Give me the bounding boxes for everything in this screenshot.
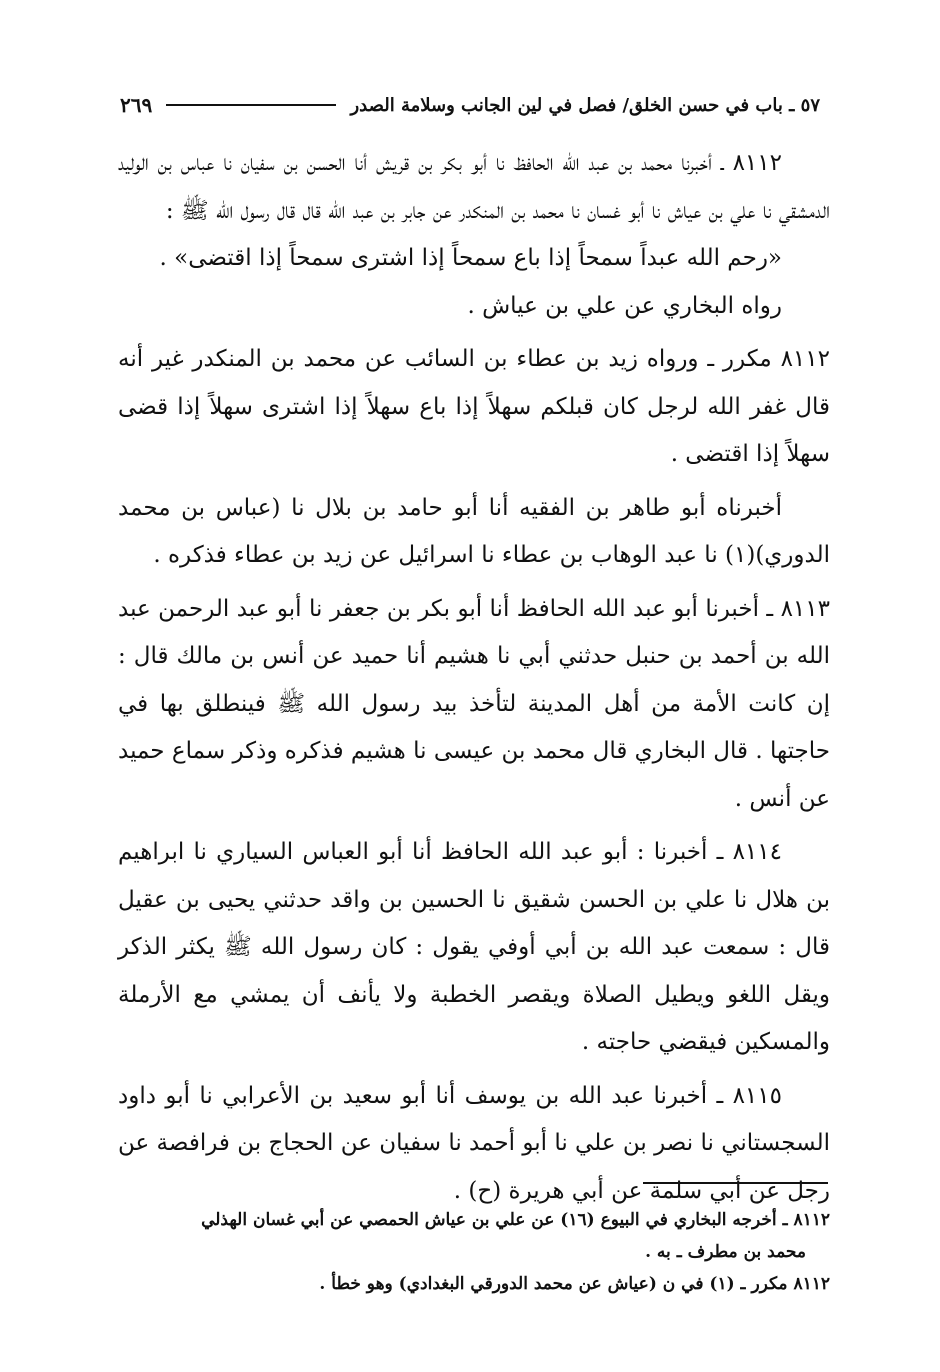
hadith-8112-repeat: ٨١١٢ مكرر ـ ورواه زيد بن عطاء بن السائب عن محمد بن المنكدر غير أنه قال غفر الله لرجل كان قبلكم سهلاً إذا باع سهلاً إذا اشترى سهلاً إذا قضى سهلاً إذا اقتضى .	[118, 346, 830, 467]
header-rule	[166, 104, 336, 106]
hadith-8115: ٨١١٥ ـ أخبرنا عبد الله بن يوسف أنا أبو سعيد بن الأعرابي نا أبو داود السجستاني نا نصر بن علي نا أبو أحمد نا سفيان عن الحجاج بن فرافصة عن رجل عن أبي سلمة عن أبي هريرة (ح) .	[118, 1082, 830, 1204]
footnote-separator	[643, 1182, 828, 1184]
footnote-8112-continuation: محمد بن مطرف ـ به .	[645, 1242, 806, 1262]
hadith-8112-narration: رواه البخاري عن علي بن عياش .	[467, 292, 782, 319]
footnote-8112: ٨١١٢ ـ أخرجه البخاري في البيوع (١٦) عن علي بن عياش الحمصي عن أبي غسان الهذلي	[201, 1210, 830, 1230]
footnotes	[118, 1204, 830, 1300]
hadith-8112: ٨١١٢ ـ أخبرنا محمد بن عبد الله الحافظ نا أبو بكر بن قريش أنا الحسن بن سفيان نا عباس بن الوليد الدمشقي نا علي بن عياش نا أبو غسان نا محمد بن المنكدر عن جابر بن عبد الله قال قال رسول الله ﷺ :	[118, 150, 830, 224]
page-number: ٢٦٩	[120, 93, 153, 117]
hadith-8112-matn: «رحم الله عبداً سمحاً إذا باع سمحاً إذا اشترى سمحاً إذا اقتضى» .	[159, 245, 782, 271]
hadith-8113: ٨١١٣ ـ أخبرنا أبو عبد الله الحافظ أنا أبو بكر بن جعفر نا أبو عبد الرحمن عبد الله بن أحمد بن حنبل حدثني أبي نا هشيم أنا حميد عن أنس بن مالك قال : إن كانت الأمة من أهل المدينة لتأخذ بيد رسول الله ﷺ فينطلق بها في حاجتها . قال البخاري قال محمد بن عيسى نا هشيم فذكره وذكر سماع حميد عن أنس .	[118, 595, 830, 812]
hadith-8112-repeat-chain: أخبرناه أبو طاهر بن الفقيه أنا أبو حامد بن بلال نا (عباس بن محمد الدوري)(١) نا عبد الوهاب بن عطاء نا اسرائيل عن زيد بن عطاء فذكره .	[118, 494, 830, 568]
hadith-8114: ٨١١٤ ـ أخبرنا : أبو عبد الله الحافظ أنا أبو العباس السياري نا ابراهيم بن هلال نا علي بن الحسن شقيق نا الحسين بن واقد حدثني يحيى بن عقيل قال : سمعت عبد الله بن أبي أوفي يقول : كان رسول الله ﷺ يكثر الذكر ويقل اللغو ويطيل الصلاة ويقصر الخطبة ولا يأنف أن يمشي مع الأرملة والمسكين فيقضي حاجته .	[118, 839, 830, 1055]
page-header	[120, 88, 820, 122]
main-text	[118, 140, 830, 1215]
footnote-8112-repeat: ٨١١٢ مكرر ـ (١) في ن (عياش عن محمد الدورقي البغدادي) وهو خطأ .	[319, 1274, 830, 1294]
running-title: ٥٧ ـ باب في حسن الخلق/ فصل في لين الجانب وسلامة الصدر	[350, 94, 820, 116]
